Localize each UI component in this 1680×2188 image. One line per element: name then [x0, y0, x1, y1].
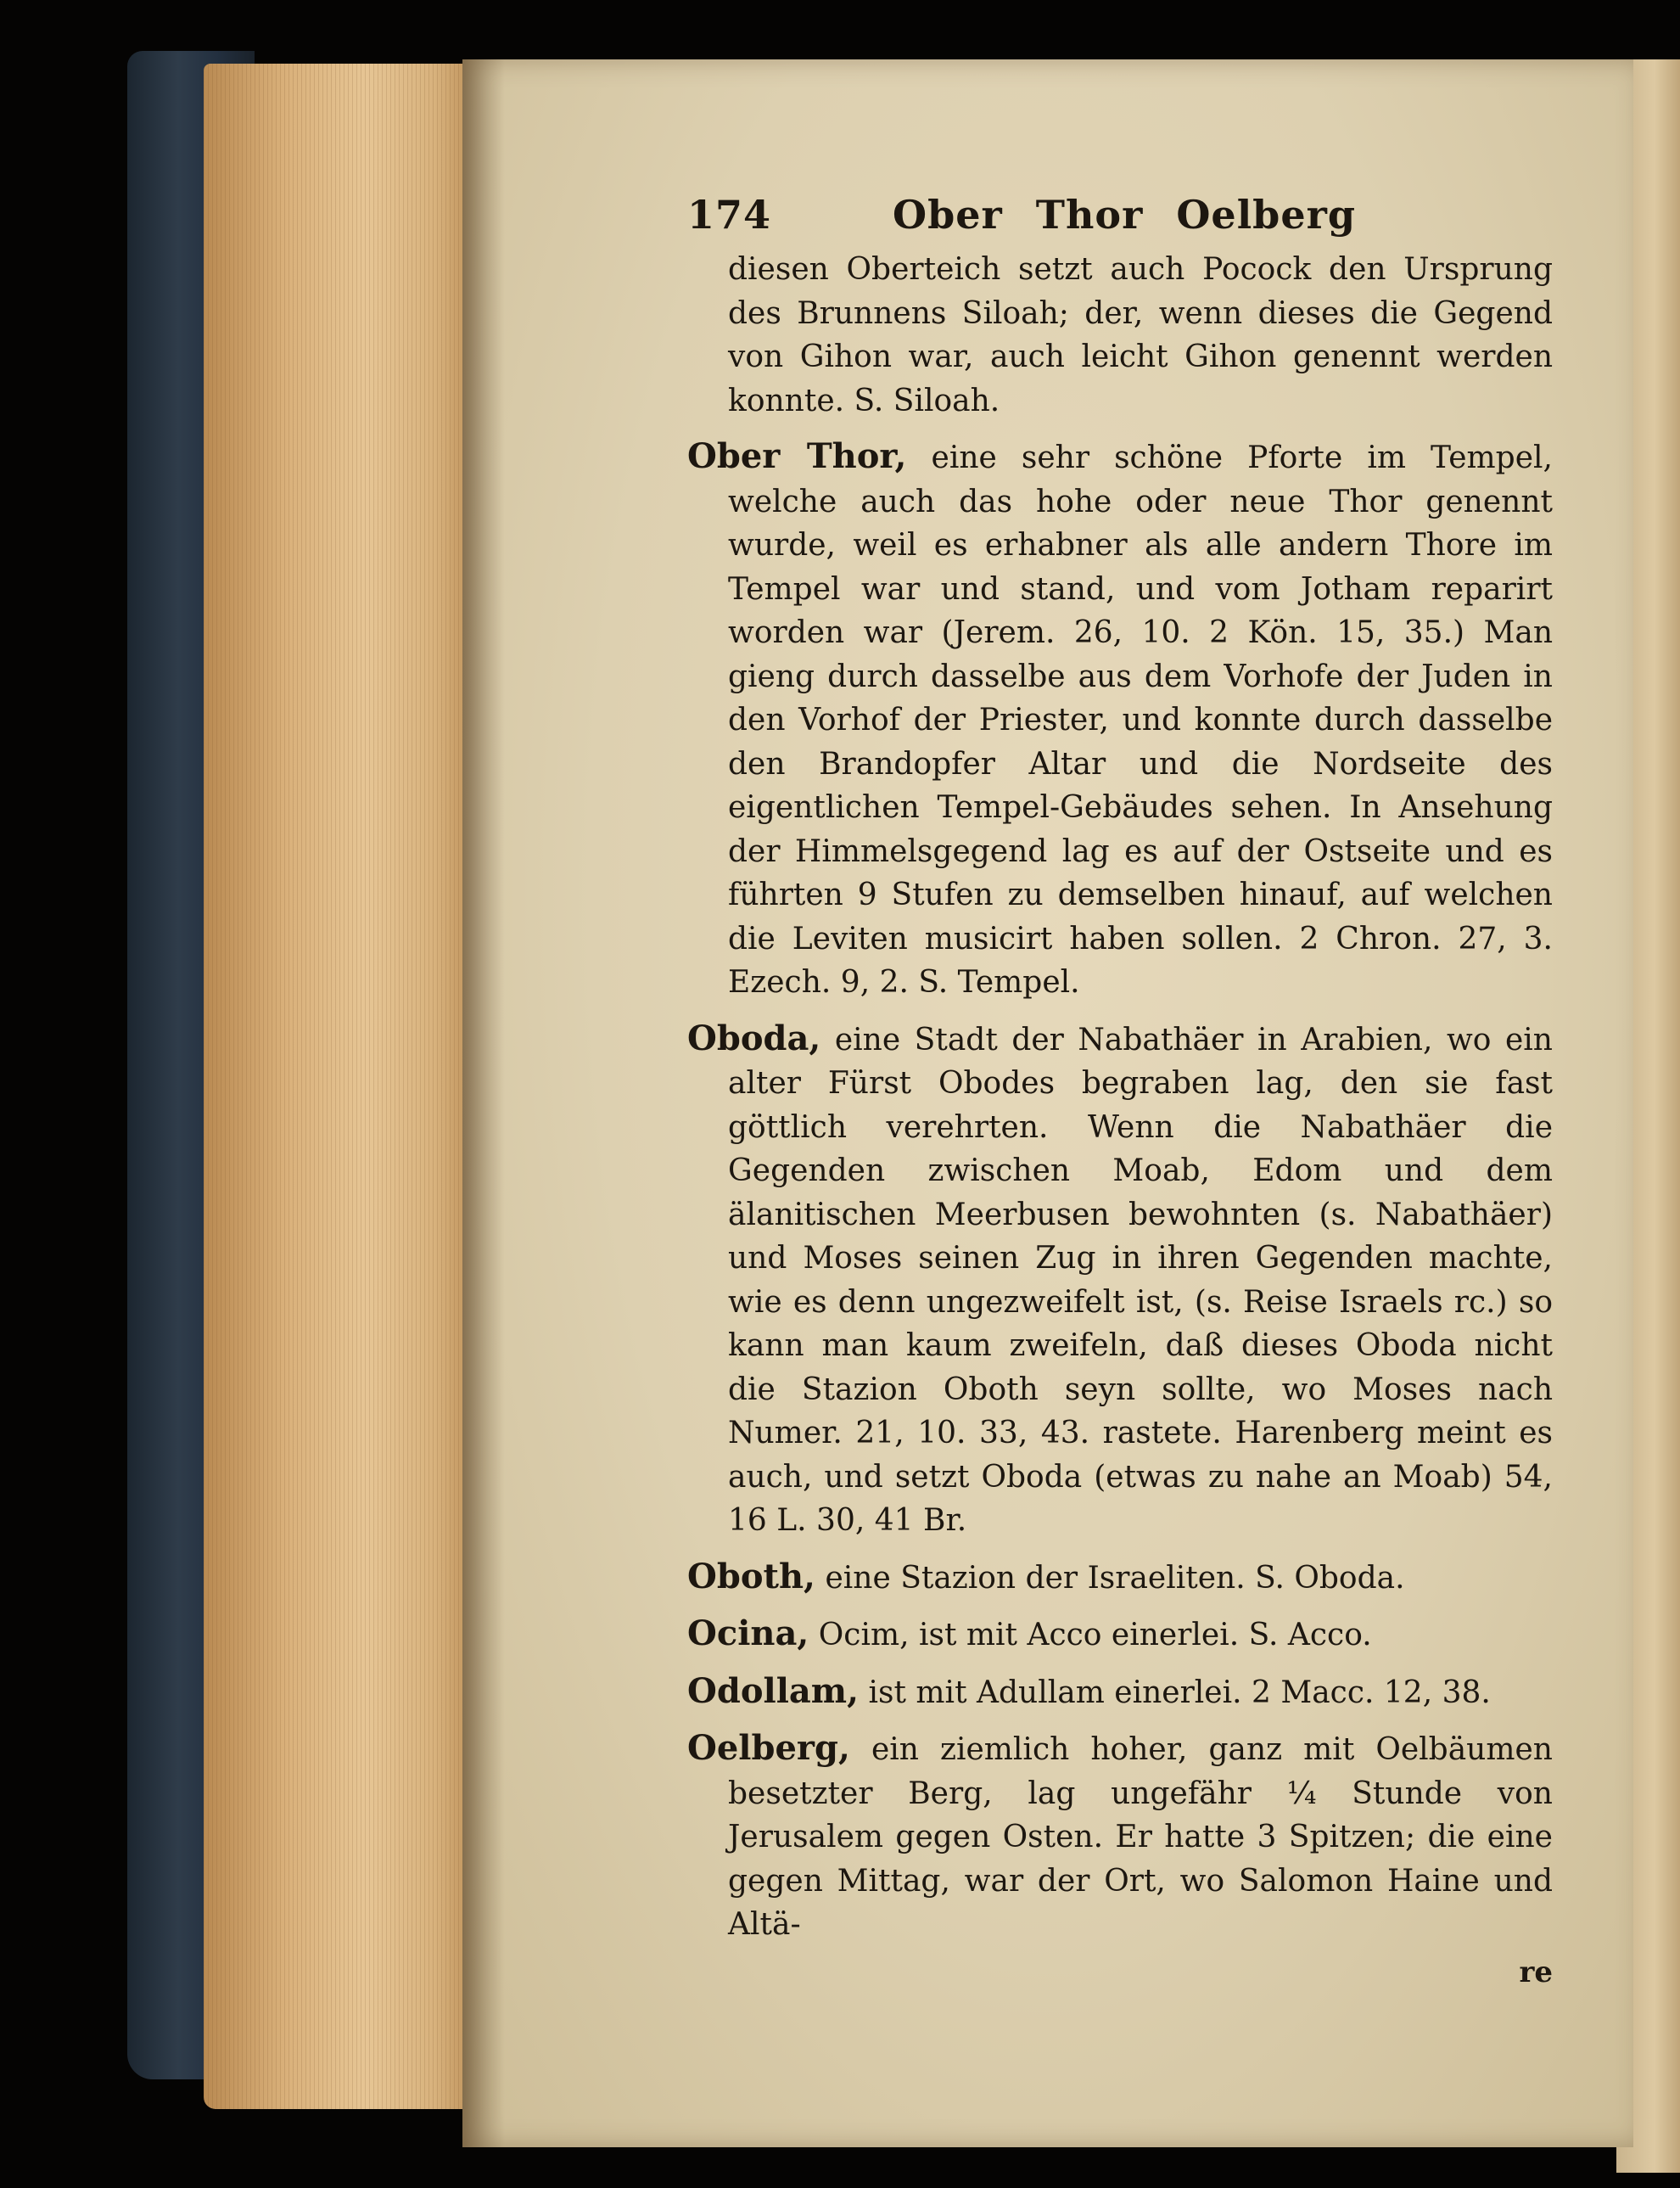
entry-ober-thor — [687, 435, 1553, 1005]
page-text-block — [687, 192, 1553, 1989]
page-header — [687, 192, 1553, 248]
page-number: 174 — [687, 192, 772, 238]
entry-text: Ocim, ist mit Acco einerlei. S. Acco. — [818, 1618, 1372, 1652]
entry-oboth — [687, 1555, 1553, 1601]
catchword: re — [1519, 1955, 1553, 1989]
entry-odollam — [687, 1669, 1553, 1715]
entry-term: Oboth, — [687, 1556, 815, 1596]
page-block-edges — [204, 64, 475, 2109]
running-head: Ober Thor Oelberg — [893, 192, 1356, 238]
entry-term: Oelberg, — [687, 1728, 850, 1768]
entry-oboda — [687, 1017, 1553, 1543]
entry-text: eine Stadt der Nabathäer in Arabien, wo ein alter Fürst Obodes begraben lag, den sie fast göttlich verehrten. Wenn die Nabathäer die Gegenden zwischen Moab, Edom und dem älanitischen Meerbusen bewohnten (s. Nabathäer) und Moses seinen Zug in ihren Gegenden machte, wie es denn ungezweifelt ist, (s. Reise Israels rc.) so kann man kaum zweifeln, daß dieses Oboda nicht die Stazion Oboth seyn sollte, wo Moses nach Numer. 21, 10. 33, 43. rastete. Harenberg meint es auch, und setzt Oboda (etwas zu nahe an Moab) 54, 16 L. 30, 41 Br. — [728, 1022, 1553, 1538]
entry-text: eine Stazion der Israeliten. S. Oboda. — [825, 1560, 1405, 1596]
entry-text: ein ziemlich hoher, ganz mit Oelbäumen besetzter Berg, lag ungefähr ¼ Stunde von Jerusalem gegen Osten. Er hatte 3 Spitzen; die eine gegen Mittag, war der Ort, wo Salomon Haine und Altä- — [728, 1732, 1553, 1942]
gutter-shadow — [462, 59, 505, 2147]
entry-text: eine sehr schöne Pforte im Tempel, welche auch das hohe oder neue Thor genennt wurde, weil es erhabner als alle andern Thore im Tempel war und stand, und vom Jotham reparirt worden war (Jerem. 26, 10. 2 Kön. 15, 35.) Man gieng durch dasselbe aus dem Vorhofe der Juden in den Vorhof der Priester, und konnte durch dasselbe den Brandopfer Altar und die Nordseite des eigentlichen Tempel-Gebäudes sehen. In Ansehung der Himmelsgegend lag es auf der Ostseite und es führten 9 Stufen zu demselben hinauf, auf welchen die Leviten musicirt haben sollen. 2 Chron. 27, 3. Ezech. 9, 2. S. Tempel. — [728, 440, 1553, 1000]
entry-term: Oboda, — [687, 1018, 821, 1058]
entry-continuation — [687, 248, 1553, 423]
entry-term: Ocina, — [687, 1613, 809, 1653]
entry-text: ist mit Adullam einerlei. 2 Macc. 12, 38. — [868, 1675, 1491, 1710]
entry-term: Odollam, — [687, 1670, 860, 1711]
entry-term: Ober Thor, — [687, 436, 907, 476]
entry-ocina — [687, 1612, 1553, 1658]
entry-oelberg — [687, 1726, 1553, 1947]
entry-text: diesen Oberteich setzt auch Pocock den Ursprung des Brunnens Siloah; der, wenn dieses die Gegend von Gihon war, auch leicht Gihon genennt werden konnte. S. Siloah. — [728, 252, 1553, 418]
